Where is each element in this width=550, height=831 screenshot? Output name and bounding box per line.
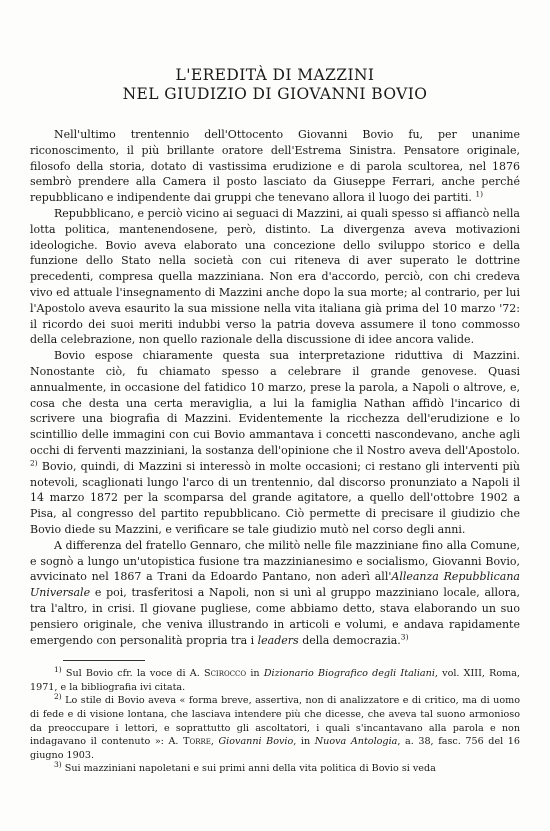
italic-text: Giovanni Bovio — [218, 736, 294, 748]
footnote-2 — [30, 694, 520, 762]
italic-text: Dizionario Biografico degli Italiani — [263, 668, 435, 680]
footnote-mark: 3) — [54, 760, 62, 770]
article-title — [30, 66, 520, 104]
paragraph-text: Nell'ultimo trentennio dell'Ottocento Giovanni Bovio fu, per unanime riconoscimento, il più brillante oratore dell'Estrema Sinistra. Pensatore originale, filosofo della storia, dotato di vastissima erudizione e di parola scultorea, nel 1876 sembrò prendere alla Camera il posto lasciato da Giuseppe Ferrari, anche perché repubblicano e indipendente dai gruppi che tenevano allora il luogo dei partiti. — [30, 128, 520, 205]
italic-text: Nuova Antologia — [314, 736, 398, 748]
author-name: Scirocco — [204, 668, 247, 680]
footnote-text: , in — [293, 736, 315, 748]
paragraph-2 — [30, 206, 520, 348]
footnote-text: , — [210, 736, 219, 748]
footnote-divider — [63, 660, 145, 661]
footnote-text: Sui mazziniani napoletani e sui primi anni della vita politica di Bovio si veda — [61, 763, 436, 775]
paragraph-text: Bovio espose chiaramente questa sua interpretazione riduttiva di Mazzini. Nonostante ciò, fu chiamato spesso a celebrare il grande genovese. Quasi annualmente, in occasione del fatidico 10 marzo, prese la parola, a Napoli o altrove, e, cosa che desta una certa meraviglia, a lui la famiglia Nathan affidò l'incarico di scrivere una biografia di Mazzini. Evidentemente la ricchezza dell'erudizione e lo scintillio delle immagini con cui Bovio ammantava i concetti nascondevano, anche agli occhi di ferventi mazziniani, la sostanza dell'opinione che il Nostro aveva dell'Apostolo. — [30, 349, 520, 457]
footnote-text: Sul Bovio cfr. la voce di A. — [61, 668, 204, 680]
paragraph-3 — [30, 348, 520, 538]
paragraph-1 — [30, 127, 520, 206]
italic-text: Alleanza Repubblicana Universale — [30, 570, 520, 600]
italic-text: leaders — [257, 633, 299, 647]
paragraph-text: Bovio, quindi, di Mazzini si interessò in molte occasioni; ci restano gli interventi più notevoli, scaglionati lungo l'arco di un trentennio, dal discorso pronunziato a Napoli il 14 marzo 1872 per la scomparsa del grande agitatore, a quello dell'ottobre 1902 a Pisa, al congresso del partito repubblicano. Ciò permette di precisare il giudizio che Bovio diede su Mazzini, e verificare se tale giudizio mutò nel corso degli anni. — [30, 459, 520, 536]
footnote-1 — [30, 667, 520, 694]
author-name: Torre — [183, 736, 211, 748]
paragraph-text: della democrazia. — [298, 633, 401, 647]
footnote-ref[interactable]: 3) — [400, 631, 409, 641]
footnote-ref[interactable]: 1) — [475, 189, 484, 199]
footnote-text: , a. 38, fasc. 756 del 16 giugno 1903. — [30, 736, 520, 761]
paragraph-text: Repubblicano, e perciò vicino ai seguaci di Mazzini, ai quali spesso si affiancò nella lotta politica, mantenendosene, però, distinto. La divergenza aveva motivazioni ideologiche. Bovio aveva elaborato una concezione dello sviluppo storico e della funzione dello Stato nella società con cui riteneva di aver superato le dottrine precedenti, compresa quella mazziniana. Non era d'accordo, perciò, con chi credeva vivo ed attuale l'insegnamento di Mazzini anche dopo la sua morte; al contrario, per lui l'Apostolo aveva esaurito la sua missione nella vita italiana già prima del 10 marzo '72: il ricordo dei suoi meriti indubbi verso la patria doveva assumere il tono commosso della celebrazione, non quello razionale della discussione di idee ancora valide. — [30, 206, 520, 347]
footnote-text: , vol. XIII, Roma, 1971, e la bibliografia ivi citata. — [30, 668, 520, 693]
article-body — [30, 127, 520, 648]
footnote-mark: 1) — [54, 665, 62, 675]
footnote-3 — [30, 762, 520, 776]
footnote-mark: 2) — [54, 692, 62, 702]
title-line-1: L'EREDITÀ DI MAZZINI — [175, 66, 375, 84]
paragraph-text: e poi, trasferitosi a Napoli, non si unì al gruppo mazziniano locale, allora, tra l'altro, in crisi. Il giovane pugliese, come abbiamo detto, stava elaborando un suo pensiero originale, che veniva illustrando in articoli e volumi, e andava rapidamente emergendo con personalità propria tra i — [30, 586, 520, 647]
paragraph-4 — [30, 538, 520, 649]
paragraph-text: A differenza del fratello Gennaro, che militò nelle file mazziniane fino alla Comune, e sognò a lungo un'utopistica fusione tra mazzinianesimo e socialismo, Giovanni Bovio, avvicinato nel 1867 a Trani da Edoardo Pantano, non aderì all' — [30, 538, 520, 584]
footnote-ref[interactable]: 2) — [30, 458, 38, 468]
title-line-2: NEL GIUDIZIO DI GIOVANNI BOVIO — [122, 85, 428, 103]
footnote-text: Lo stile di Bovio aveva « forma breve, assertiva, non di analizzatore e di critico, ma di uomo di fede e di visione lontana, che lasciava intendere più che dicesse, che aveva tal suono armonioso da preoccupare i lettori, e soprattutto gli ascoltatori, i quali s'incantavano alla parola e non indagavano il contenuto »: A. — [30, 695, 520, 748]
footnotes — [30, 667, 520, 776]
footnote-text: in — [246, 668, 264, 680]
